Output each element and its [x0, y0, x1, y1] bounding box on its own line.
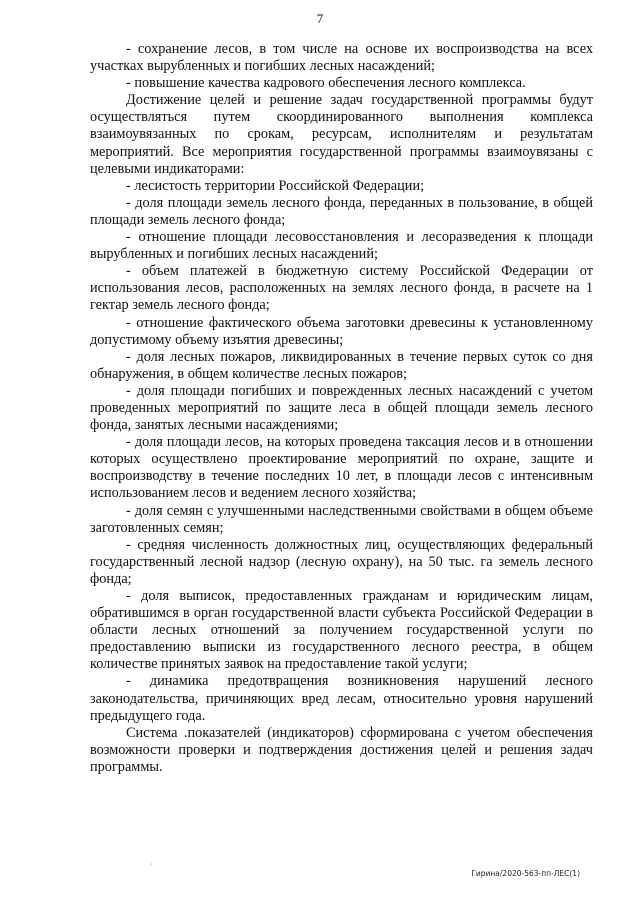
- paragraph-6: - отношение площади лесовосстановления и лесоразведения к площади вырубленных и погибших лесных насаждений;: [90, 229, 593, 263]
- paragraph-12: - доля семян с улучшенными наследственными свойствами в общем объеме заготовленных семян;: [90, 502, 593, 536]
- paragraph-15: - динамика предотвращения возникновения нарушений лесного законодательства, причиняющих вред лесам, относительно уровня нарушений предыдущего года.: [90, 673, 593, 724]
- paragraph-10: - доля площади погибших и поврежденных лесных насаждений с учетом проведенных мероприятий по защите леса в общей площади земель лесного фонда, занятых лесными насаждениями;: [90, 382, 593, 434]
- paragraph-8: - отношение фактического объема заготовки древесины к установленному допустимому объему изъятия древесины;: [90, 314, 593, 348]
- paragraph-14: - доля выписок, предоставленных гражданам и юридическим лицам, обратившимся в орган государственной власти субъекта Российской Федерации в области лесных отношений за получением государственной услуги по предоставлению выписки из государственного лесного реестра, в общем количестве принятых заявок на предоставление такой услуги;: [90, 588, 593, 673]
- paragraph-5: - доля площади земель лесного фонда, переданных в пользование, в общей площади земель лесного фонда;: [90, 194, 593, 228]
- paragraph-4: - лесистость территории Российской Федерации;: [126, 177, 425, 194]
- paragraph-3: Достижение целей и решение задач государственной программы будут осуществляться путем скоординированного выполнения комплекса взаимоувязанных по срокам, ресурсам, исполнителям и результатам мероприятий. Все мероприятия государственной программы взаимоувязаны с целевыми индикаторами:: [90, 92, 593, 177]
- footer-document-id: Гирина/2020-563-пп-ЛЕС(1): [471, 869, 580, 878]
- paragraph-16: Система .показателей (индикаторов) сформирована с учетом обеспечения возможности проверки и подтверждения достижения целей и решения задач программы.: [90, 724, 593, 775]
- document-body: [90, 41, 593, 776]
- paragraph-11: - доля площади лесов, на которых проведена таксация лесов и в отношении которых осуществлено проектирование мероприятий по охране, защите и воспроизводству в течение последних 10 лет, в площади лесов с интенсивным использованием лесов и ведением лесного хозяйства;: [90, 434, 593, 502]
- paragraph-2: - повышение качества кадрового обеспечения лесного комплекса.: [126, 75, 526, 92]
- footer-mark: ·: [150, 860, 153, 869]
- paragraph-1: - сохранение лесов, в том числе на основе их воспроизводства на всех участках вырубленных и погибших лесных насаждений;: [90, 41, 593, 75]
- paragraph-7: - объем платежей в бюджетную систему Российской Федерации от использования лесов, расположенных на землях лесного фонда, в расчете на 1 гектар земель лесного фонда;: [90, 263, 593, 314]
- paragraph-13: - средняя численность должностных лиц, осуществляющих федеральный государственный лесной надзор (лесную охрану), на 50 тыс. га земель лесного фонда;: [90, 536, 593, 587]
- page-number: 7: [316, 11, 324, 26]
- paragraph-9: - доля лесных пожаров, ликвидированных в течение первых суток со дня обнаружения, в общем количестве лесных пожаров;: [90, 348, 593, 382]
